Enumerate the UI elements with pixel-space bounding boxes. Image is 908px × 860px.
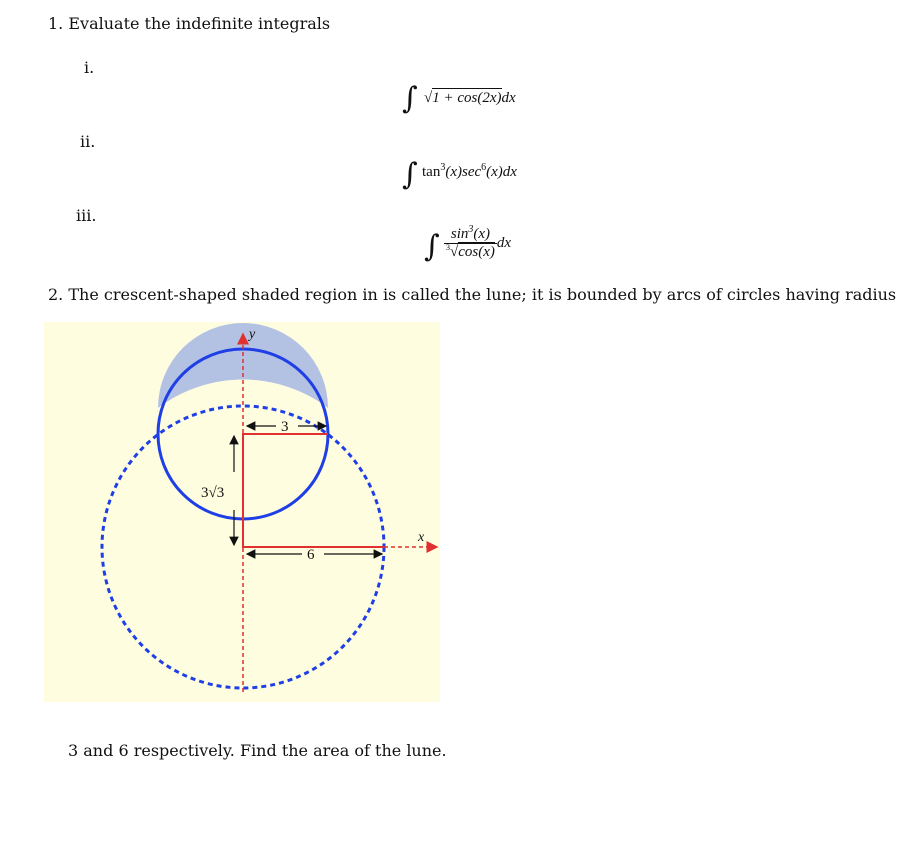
dim-small-label: 3 xyxy=(281,419,289,435)
fraction-iii xyxy=(444,226,497,261)
axis-y-label: y xyxy=(249,327,256,342)
denominator-iii: $^3$√cos(x) xyxy=(446,243,495,260)
problem-2-text: 2. The crescent-shaped shaded region in is called the lune; it is bounded by arcs of circles having radius xyxy=(48,285,897,304)
differential-iii: dx xyxy=(496,234,512,251)
integrand-ii xyxy=(422,164,517,181)
sec-power: 6 xyxy=(481,162,487,173)
integral-sign-iii: ∫ xyxy=(424,229,440,264)
lune-diagram xyxy=(44,322,440,702)
tan-power: 3 xyxy=(440,162,446,173)
integral-sign-ii: ∫ xyxy=(402,157,418,192)
radical-sign: √ xyxy=(424,90,433,106)
sec-text: (x)sec xyxy=(445,164,482,180)
integrand-i xyxy=(424,90,516,107)
tan-text: tan xyxy=(422,164,441,180)
axis-x-label: x xyxy=(418,530,425,545)
item-label-iii: iii. xyxy=(76,206,97,225)
radicand-i: 1 + cos(2x) xyxy=(432,90,502,106)
dim-vertical-label: 3√3 xyxy=(201,485,225,501)
tail-text: (x)dx xyxy=(486,164,517,180)
item-label-ii: ii. xyxy=(80,132,96,151)
problem-1-heading: 1. Evaluate the indefinite integrals xyxy=(48,14,331,33)
item-label-i: i. xyxy=(84,58,95,77)
numerator-iii: $\sin^3(x)$ xyxy=(444,226,497,244)
differential-i: dx xyxy=(501,90,516,106)
integral-sign-i: ∫ xyxy=(402,81,418,116)
construction-lines xyxy=(243,434,384,547)
problem-2-continuation: 3 and 6 respectively. Find the area of the lune. xyxy=(68,741,447,760)
integrand-iii xyxy=(444,226,511,261)
lune-figure xyxy=(44,322,440,702)
dim-large-label: 6 xyxy=(307,547,315,563)
